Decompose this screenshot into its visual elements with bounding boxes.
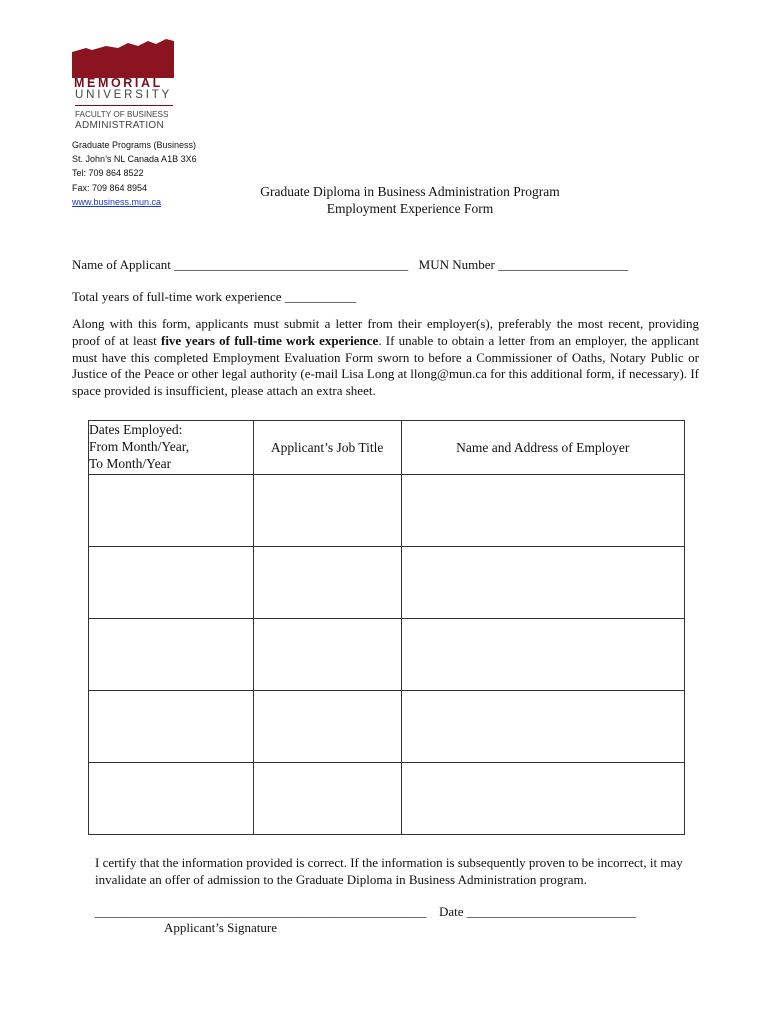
table-row [89,619,685,691]
form-title [200,183,620,217]
website-link[interactable]: www.business.mun.ca [72,196,162,207]
years-field[interactable]: ___________ [284,289,357,304]
dates-cell[interactable] [89,619,254,691]
instructions-paragraph [72,316,699,400]
job-title-cell[interactable] [253,475,401,547]
employer-cell[interactable] [401,763,684,835]
logo-faculty-line1: FACULTY OF BUSINESS [75,110,169,119]
table-row [89,547,685,619]
header-job-title: Applicant’s Job Title [253,421,401,475]
dates-cell[interactable] [89,763,254,835]
header-dates-line2: From Month/Year, [89,439,190,454]
instructions-emphasis: five years of full-time work experience [160,332,379,348]
job-title-cell[interactable] [253,619,401,691]
dates-cell[interactable] [89,547,254,619]
table-header-row [89,421,685,475]
logo-divider [75,105,173,106]
table-row [89,763,685,835]
job-title-cell[interactable] [253,763,401,835]
years-label: Total years of full-time work experience [72,289,282,304]
signature-field[interactable]: ___________________________________________________ [95,904,427,919]
contact-tel: Tel: 709 864 8522 [72,168,144,179]
table-row [89,475,685,547]
instructions-text-2: . If unable to obtain a letter from an employer, the applicant must have this completed Employment Evaluation Form sworn to before a Commissioner of Oaths, Notary Public or Justice of the Peace or other legal authority (e-mail Lisa Long at llong@mun.ca for this additional form, if necessary). If space provided is insufficient, please attach an extra sheet. [72,332,699,399]
job-title-cell[interactable] [253,547,401,619]
instructions-text-1: Along with this form, applicants must submit a letter from their employer(s), preferably the most recent, providing proof of at least [72,316,699,348]
certification-statement: I certify that the information provided is correct. If the information is subsequently proven to be incorrect, it may invalidate an offer of admission to the Graduate Diploma in Business Administration program. [95,855,683,887]
mun-number-field[interactable]: ____________________ [498,257,629,272]
contact-dept: Graduate Programs (Business) [72,140,197,150]
applicant-name-row [72,257,628,273]
logo-faculty-line2: ADMINISTRATION [75,120,165,131]
job-title-cell[interactable] [253,691,401,763]
date-label: Date [439,904,464,919]
program-title: Graduate Diploma in Business Administration Program [260,184,560,199]
name-field[interactable]: ____________________________________ [174,257,409,272]
employer-cell[interactable] [401,619,684,691]
employment-table [88,420,685,835]
header-dates-line3: To Month/Year [89,456,172,471]
name-label: Name of Applicant [72,257,171,272]
header-dates-employed [89,421,254,475]
contact-address: St. John’s NL Canada A1B 3X6 [72,154,197,165]
signature-date-row [95,904,636,920]
employer-cell[interactable] [401,547,684,619]
header-employer: Name and Address of Employer [401,421,684,475]
logo-wordmark-university: UNIVERSITY [75,89,173,101]
memorial-logo-flag-icon [72,38,174,78]
date-field[interactable]: __________________________ [466,904,636,919]
years-experience-row [72,289,356,305]
form-subtitle: Employment Experience Form [326,201,494,216]
employer-cell[interactable] [401,691,684,763]
table-row [89,691,685,763]
contact-block [72,138,197,209]
header-dates-line1: Dates Employed: [89,422,183,437]
contact-fax: Fax: 709 864 8954 [72,182,148,193]
mun-number-label: MUN Number [418,257,495,272]
employer-cell[interactable] [401,475,684,547]
dates-cell[interactable] [89,475,254,547]
signature-label: Applicant’s Signature [164,920,278,935]
logo-wordmark-memorial: MEMORIAL [74,76,163,90]
dates-cell[interactable] [89,691,254,763]
